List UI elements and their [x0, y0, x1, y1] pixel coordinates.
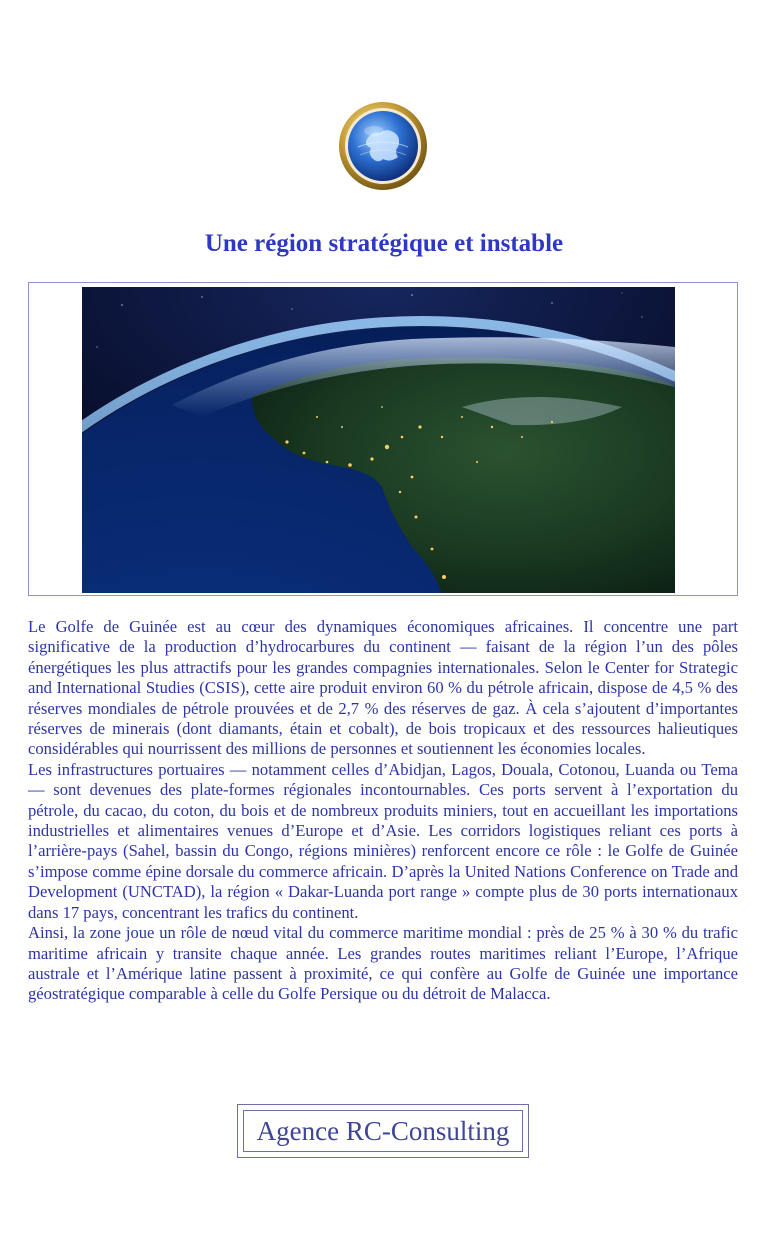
- page-title: Une région stratégique et instable: [204, 230, 564, 257]
- paragraph: Les infrastructures portuaires — notamment celles d’Abidjan, Lagos, Douala, Cotonou, Luanda ou Tema — sont devenues des plate-formes régionales incontournables. Ces ports servent à l’exportation du pétrole, du cacao, du coton, du bois et de nombreux produits miniers, tout en accueillant les importations industrielles et alimentaires venues d’Europe et d’Asie. Les corridors logistiques reliant ces ports à l’arrière-pays (Sahel, bassin du Congo, régions minières) renforcent encore ce rôle : le Golfe de Guinée s’impose comme épine dorsale du commerce africain. D’après la United Nations Conference on Trade and Development (UNCTAD), la région « Dakar-Luanda port range » compte plus de 30 ports internationaux dans 17 pays, concentrant les trafics du continent.: [28, 759, 738, 922]
- europe-globe-emblem-icon: [338, 101, 428, 191]
- paragraph: Le Golfe de Guinée est au cœur des dynamiques économiques africaines. Il concentre une part significative de la production d’hydrocarbures du continent — faisant de la région l’un des pôles énergétiques les plus attractifs pour les grandes compagnies internationales. Selon le Center for Strategic and International Studies (CSIS), cette aire produit environ 60 % du pétrole africain, dispose de 4,5 % des réserves mondiales de pétrole prouvées et de 2,7 % des réserves de gaz. À cela s’ajoutent d’importantes réserves de minerais (dont diamants, étain et cobalt), de bois tropicaux et des ressources halieutiques considérables qui nourrissent des millions de personnes et soutiennent les économies locales.: [28, 617, 738, 759]
- agency-signature-box: [237, 1104, 529, 1158]
- paragraph: Ainsi, la zone joue un rôle de nœud vital du commerce maritime mondial : près de 25 % à 30 % du trafic maritime africain y transite chaque année. Les grandes routes maritimes reliant l’Europe, l’Afrique australe et l’Amérique latine passent à proximité, ce qui confère au Golfe de Guinée une importance géostratégique comparable à celle du Golfe Persique ou du détroit de Malacca.: [28, 923, 738, 1004]
- agency-name: Agence RC-Consulting: [243, 1110, 523, 1152]
- article-body: [28, 617, 738, 1005]
- earth-night-view-gulf-of-guinea: [82, 287, 675, 593]
